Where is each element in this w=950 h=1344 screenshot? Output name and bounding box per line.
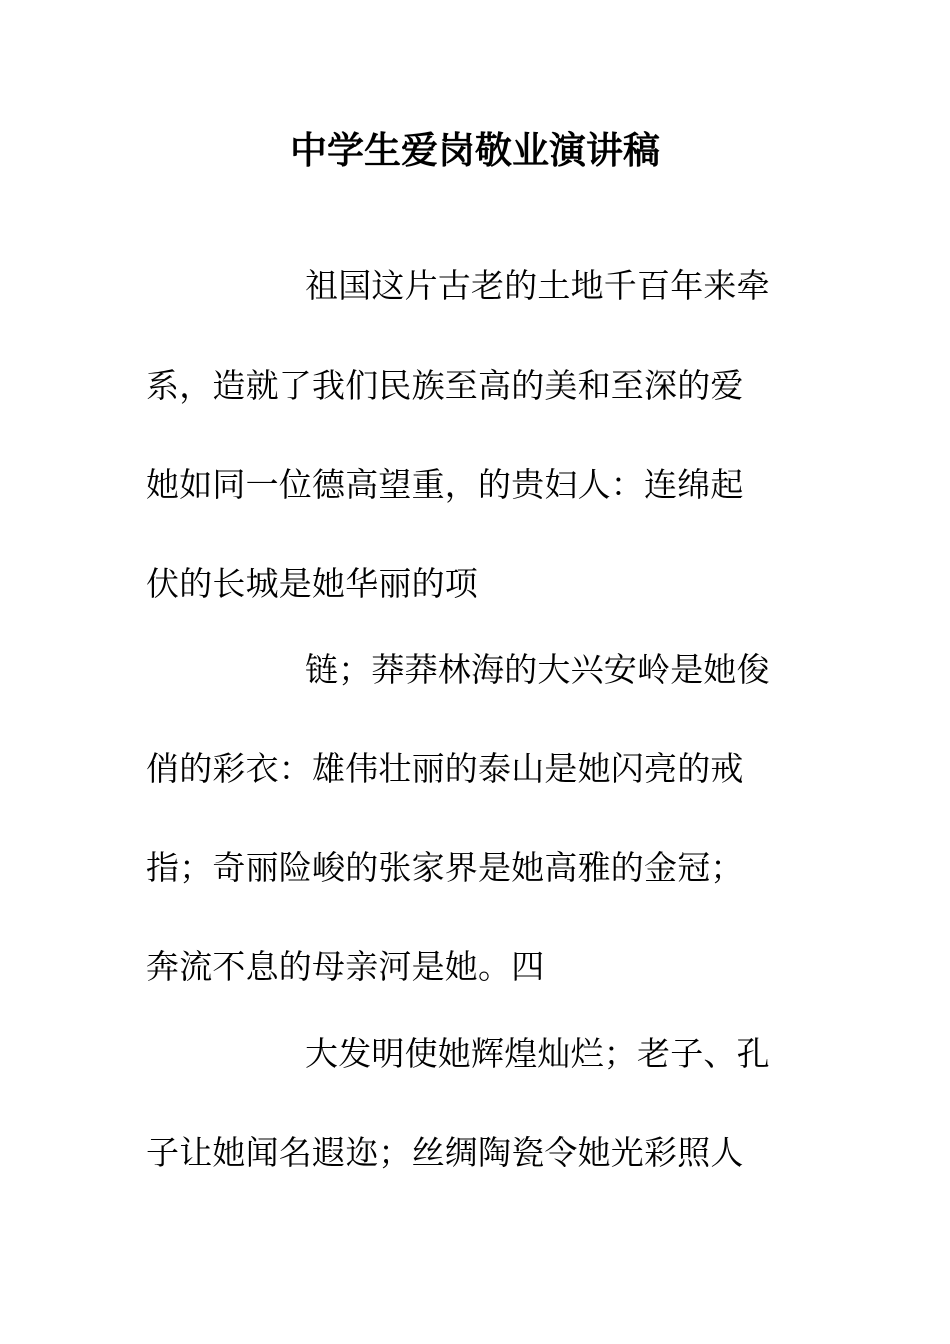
paragraph-line: 奔流不息的母亲河是她。四 [146,947,545,986]
paragraph-line: 系，造就了我们民族至高的美和至深的爱 [146,366,744,405]
paragraph-line: 指；奇丽险峻的张家界是她高雅的金冠； [146,848,744,887]
paragraph-line: 子让她闻名遐迩；丝绸陶瓷令她光彩照人 [146,1133,744,1172]
paragraph-line: 链；莽莽林海的大兴安岭是她俊 [305,650,770,689]
paragraph-line: 她如同一位德高望重，的贵妇人：连绵起 [146,465,744,504]
paragraph-line: 俏的彩衣：雄伟壮丽的泰山是她闪亮的戒 [146,749,744,788]
paragraph-line: 祖国这片古老的土地千百年来牵 [305,266,770,305]
paragraph-line: 大发明使她辉煌灿烂；老子、孔 [305,1034,770,1073]
paragraph-line: 伏的长城是她华丽的项 [146,564,478,603]
document-title: 中学生爱岗敬业演讲稿 [290,128,660,172]
